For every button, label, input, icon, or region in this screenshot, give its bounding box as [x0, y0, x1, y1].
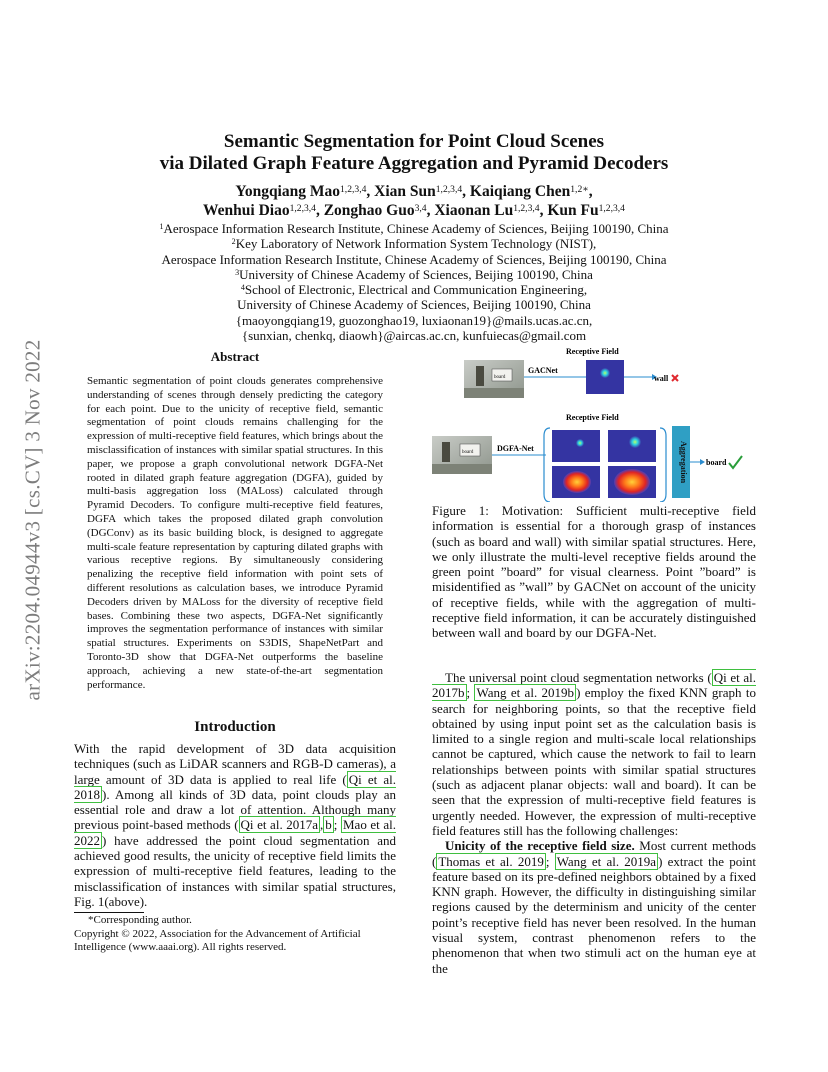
affil-text: Aerospace Information Research Institute, Chinese Academy of Sciences, Beijing 100190, China	[161, 251, 667, 267]
figure-1-diagram	[430, 344, 760, 502]
author-name: Kaiqiang Chen	[469, 183, 571, 200]
footnote-rule	[74, 912, 144, 913]
arxiv-identifier: arXiv:2204.04944v3 [cs.CV] 3 Nov 2022	[20, 339, 45, 701]
aggregation-label: Aggregation	[679, 440, 688, 484]
cross-icon	[672, 375, 678, 381]
paragraph-run-in-heading: Unicity of the receptive field size.	[445, 838, 635, 854]
text-run: Most current methods (	[432, 838, 756, 869]
affil-text: School of Electronic, Electrical and Communication Engineering,	[244, 282, 588, 298]
text-run: ;	[466, 685, 475, 701]
affiliation-line	[0, 282, 828, 297]
affiliation-line	[0, 297, 828, 312]
text-run: The universal point cloud segmentation networks (	[445, 670, 712, 685]
author-name: Xian Sun	[374, 183, 436, 200]
title-line-2: via Dilated Graph Feature Aggregation and Pyramid Decoders	[159, 153, 669, 174]
heat-spot-2	[629, 436, 641, 448]
receptive-field-label-top: Receptive Field	[566, 347, 619, 356]
arrow-head	[700, 459, 705, 465]
arxiv-sidebar	[18, 285, 48, 755]
paper-title	[0, 131, 828, 175]
text-run: ;	[333, 817, 341, 833]
title-line-1: Semantic Segmentation for Point Cloud Scenes	[223, 131, 605, 152]
affiliation-email-line	[0, 313, 828, 328]
authors-line-2	[0, 201, 828, 220]
receptive-map-1	[552, 430, 600, 462]
room-thumbnail-top	[464, 360, 524, 398]
affil-sup: 3	[235, 267, 240, 277]
heat-spot-3	[563, 471, 591, 493]
gacnet-heat-spot	[600, 368, 610, 378]
affil-text: University of Chinese Academy of Sciences, Beijing 100190, China	[239, 266, 593, 282]
author-affil-sup: 1,2,3,4	[289, 203, 316, 214]
author-affil-sup: 3,4	[414, 203, 427, 214]
citation-link[interactable]: Mao et al. 2022	[74, 817, 396, 848]
affiliation-line	[0, 267, 828, 282]
affil-text: University of Chinese Academy of Sciences, Beijing 100190, China	[237, 297, 591, 313]
author-separator: ,	[315, 202, 324, 219]
author-separator: ,	[366, 183, 375, 200]
affiliation-line	[0, 252, 828, 267]
paragraph	[432, 838, 756, 976]
heat-spot-4	[614, 469, 650, 495]
author-name: Xiaonan Lu	[434, 202, 514, 219]
affil-text: {sunxian, chenkq, diaowh}@aircas.ac.cn, kunfuiecas@gmail.com	[241, 328, 587, 344]
board-label-bottom: board	[462, 450, 474, 455]
citation-link[interactable]: Wang et al. 2019b	[476, 685, 575, 701]
citation-link[interactable]: Qi et al. 2017a	[240, 817, 319, 833]
author-name: Yongqiang Mao	[235, 183, 340, 200]
abstract-text: Semantic segmentation of point clouds generates comprehensive understanding of scenes through densely predicting the category for each point. Due to the unicity of receptive field, semantic segmentation of point clouds remains challenging for the expression of multi-receptive field features, which brings about the misclassification of instances with similar spatial structures. In this paper, we propose a graph convolutional network DGFA-Net rooted in dilated graph feature aggregation (DGFA), guided by multi-basis aggregation loss (MALoss) calculated through Pyramid Decoders. To configure multi-receptive field features, DGFA which takes the proposed dilated graph convolution (DGConv) as its basic building block, is designed to aggregate multi-scale feature representation by capturing dilated graphs with various receptive regions. By simultaneously considering penalizing the receptive field information with point sets of different resolutions as calculation bases, we introduce Pyramid Decoders driven by MALoss for the diversity of receptive field bases. Combining these two aspects, DGFA-Net significantly improves the segmentation performance of instances with similar spatial structures. Experiments on S3DIS, ShapeNetPart and Toronto-3D show that DGFA-Net outperforms the baseline approach, achieving a new state-of-the-art segmentation performance.	[87, 375, 383, 691]
author-affil-sup: 1,2,3,4	[598, 203, 625, 214]
affiliation-line	[0, 221, 828, 236]
affil-sup: 4	[240, 283, 245, 293]
dgfa-net-label: DGFA-Net	[497, 444, 534, 453]
bracket-right	[660, 428, 666, 502]
citation-link[interactable]: b	[325, 817, 332, 833]
author-name: Wenhui Diao	[203, 202, 290, 219]
text-run: ) extract the point feature based on its pre-defined neighbors obtained by a fixed KNN graph. However, the difficulty in distinguishing similar regions caused by the determinism and unicity of the center point’s receptive field has never been resolved. In the human visual system, contrast phenomenon refers to the phenomenon that when two stimuli act on the human eye at the	[432, 853, 756, 976]
footnote	[74, 914, 396, 955]
right-column-text	[432, 670, 756, 976]
text-run: ) employ the fixed KNN graph to search for neighboring points, so that the receptive field obtained by using input point set as the calculation basis is limited to a single region and multi-scale local relationships cannot be captured, which cause the network to fail to learn relationships between points with similar spatial structures (such as adjacent planar objects: wall and board). It can be seen that the expression of multi-receptive field features is urgently needed. However, the expression of multi-receptive field features still has the following challenges:	[432, 685, 756, 838]
board-label-top: board	[494, 375, 506, 380]
text-run: ,	[320, 817, 324, 833]
author-affil-sup: 1,2,3,4	[513, 203, 540, 214]
author-separator: ,	[588, 183, 593, 200]
author-affil-sup: 1,2,3,4	[435, 184, 463, 195]
corresponding-author-note: *Corresponding author.	[88, 914, 192, 926]
receptive-field-label-mid: Receptive Field	[566, 413, 619, 422]
affil-text: Aerospace Information Research Institute, Chinese Academy of Sciences, Beijing 100190, China	[163, 221, 669, 236]
affil-sup: 1	[159, 222, 164, 231]
affil-sup: 2	[231, 237, 236, 247]
paragraph	[432, 670, 756, 838]
affiliation-email-line	[0, 328, 828, 343]
author-affil-sup: 1,2∗	[570, 184, 589, 195]
text-run: ). Among all kinds of 3D data, point clouds play an essential role and draw a lot of attention. Although many previous point-based methods (	[74, 786, 396, 833]
board-output-label: board	[706, 458, 727, 467]
citation-link[interactable]: Qi et al. 2018	[74, 771, 396, 802]
author-separator: ,	[426, 202, 435, 219]
author-list	[0, 182, 828, 220]
authors-line-1	[0, 182, 828, 201]
check-icon	[729, 456, 742, 468]
wall-output-label: wall	[654, 374, 669, 383]
figure-1-caption: Figure 1: Motivation: Sufficient multi-receptive field information is essential for a thorough grasp of instances (such as board and wall) with similar spatial structures. Here, we only illustrate the multi-level receptive fields around the green point ”board” for visual clearness. Point ”board” is misidentified as ”wall” by GACNet on account of the unicity of receptive fields, while with the aggregation of multi-receptive field information, it can be accurately distinguished between wall and board by our DGFA-Net.	[432, 503, 756, 641]
author-name: Kun Fu	[547, 202, 599, 219]
heat-spot-1	[576, 439, 584, 447]
citation-link[interactable]: Wang et al. 2019a	[556, 853, 657, 869]
text-run: With the rapid development of 3D data acquisition techniques (such as LiDAR scanners and RGB-D cameras), a large amount of 3D data is applied to real life (	[74, 741, 396, 787]
affil-text: {maoyongqiang19, guozonghao19, luxiaonan19}@mails.ucas.ac.cn,	[235, 312, 593, 328]
copyright-note: Copyright © 2022, Association for the Advancement of Artificial Intelligence (www.aaai.org). All rights reserved.	[74, 927, 361, 953]
bracket-left	[544, 428, 550, 502]
affiliations	[0, 221, 828, 343]
author-affil-sup: 1,2,3,4	[340, 184, 367, 195]
affil-text: Key Laboratory of Network Information System Technology (NIST),	[235, 236, 597, 252]
author-name: Zonghao Guo	[323, 202, 415, 219]
text-run: ;	[545, 853, 555, 869]
abstract-heading: Abstract	[210, 349, 260, 364]
citation-link[interactable]: Thomas et al. 2019	[438, 853, 544, 869]
author-separator: ,	[539, 202, 548, 219]
room-thumbnail-bottom	[432, 436, 492, 474]
introduction-paragraph	[74, 741, 396, 909]
introduction-heading: Introduction	[194, 719, 276, 735]
affiliation-line	[0, 236, 828, 251]
citation-link[interactable]: Qi et al. 2017b	[432, 670, 757, 701]
author-separator: ,	[462, 183, 470, 200]
gacnet-label: GACNet	[528, 366, 558, 375]
text-run: ) have addressed the point cloud segmentation and achieved good results, the unicity of receptive field limits the expression of multi-receptive field features, leading to the misclassification of instances with similar spatial structures, Fig. 1(above).	[74, 832, 396, 909]
